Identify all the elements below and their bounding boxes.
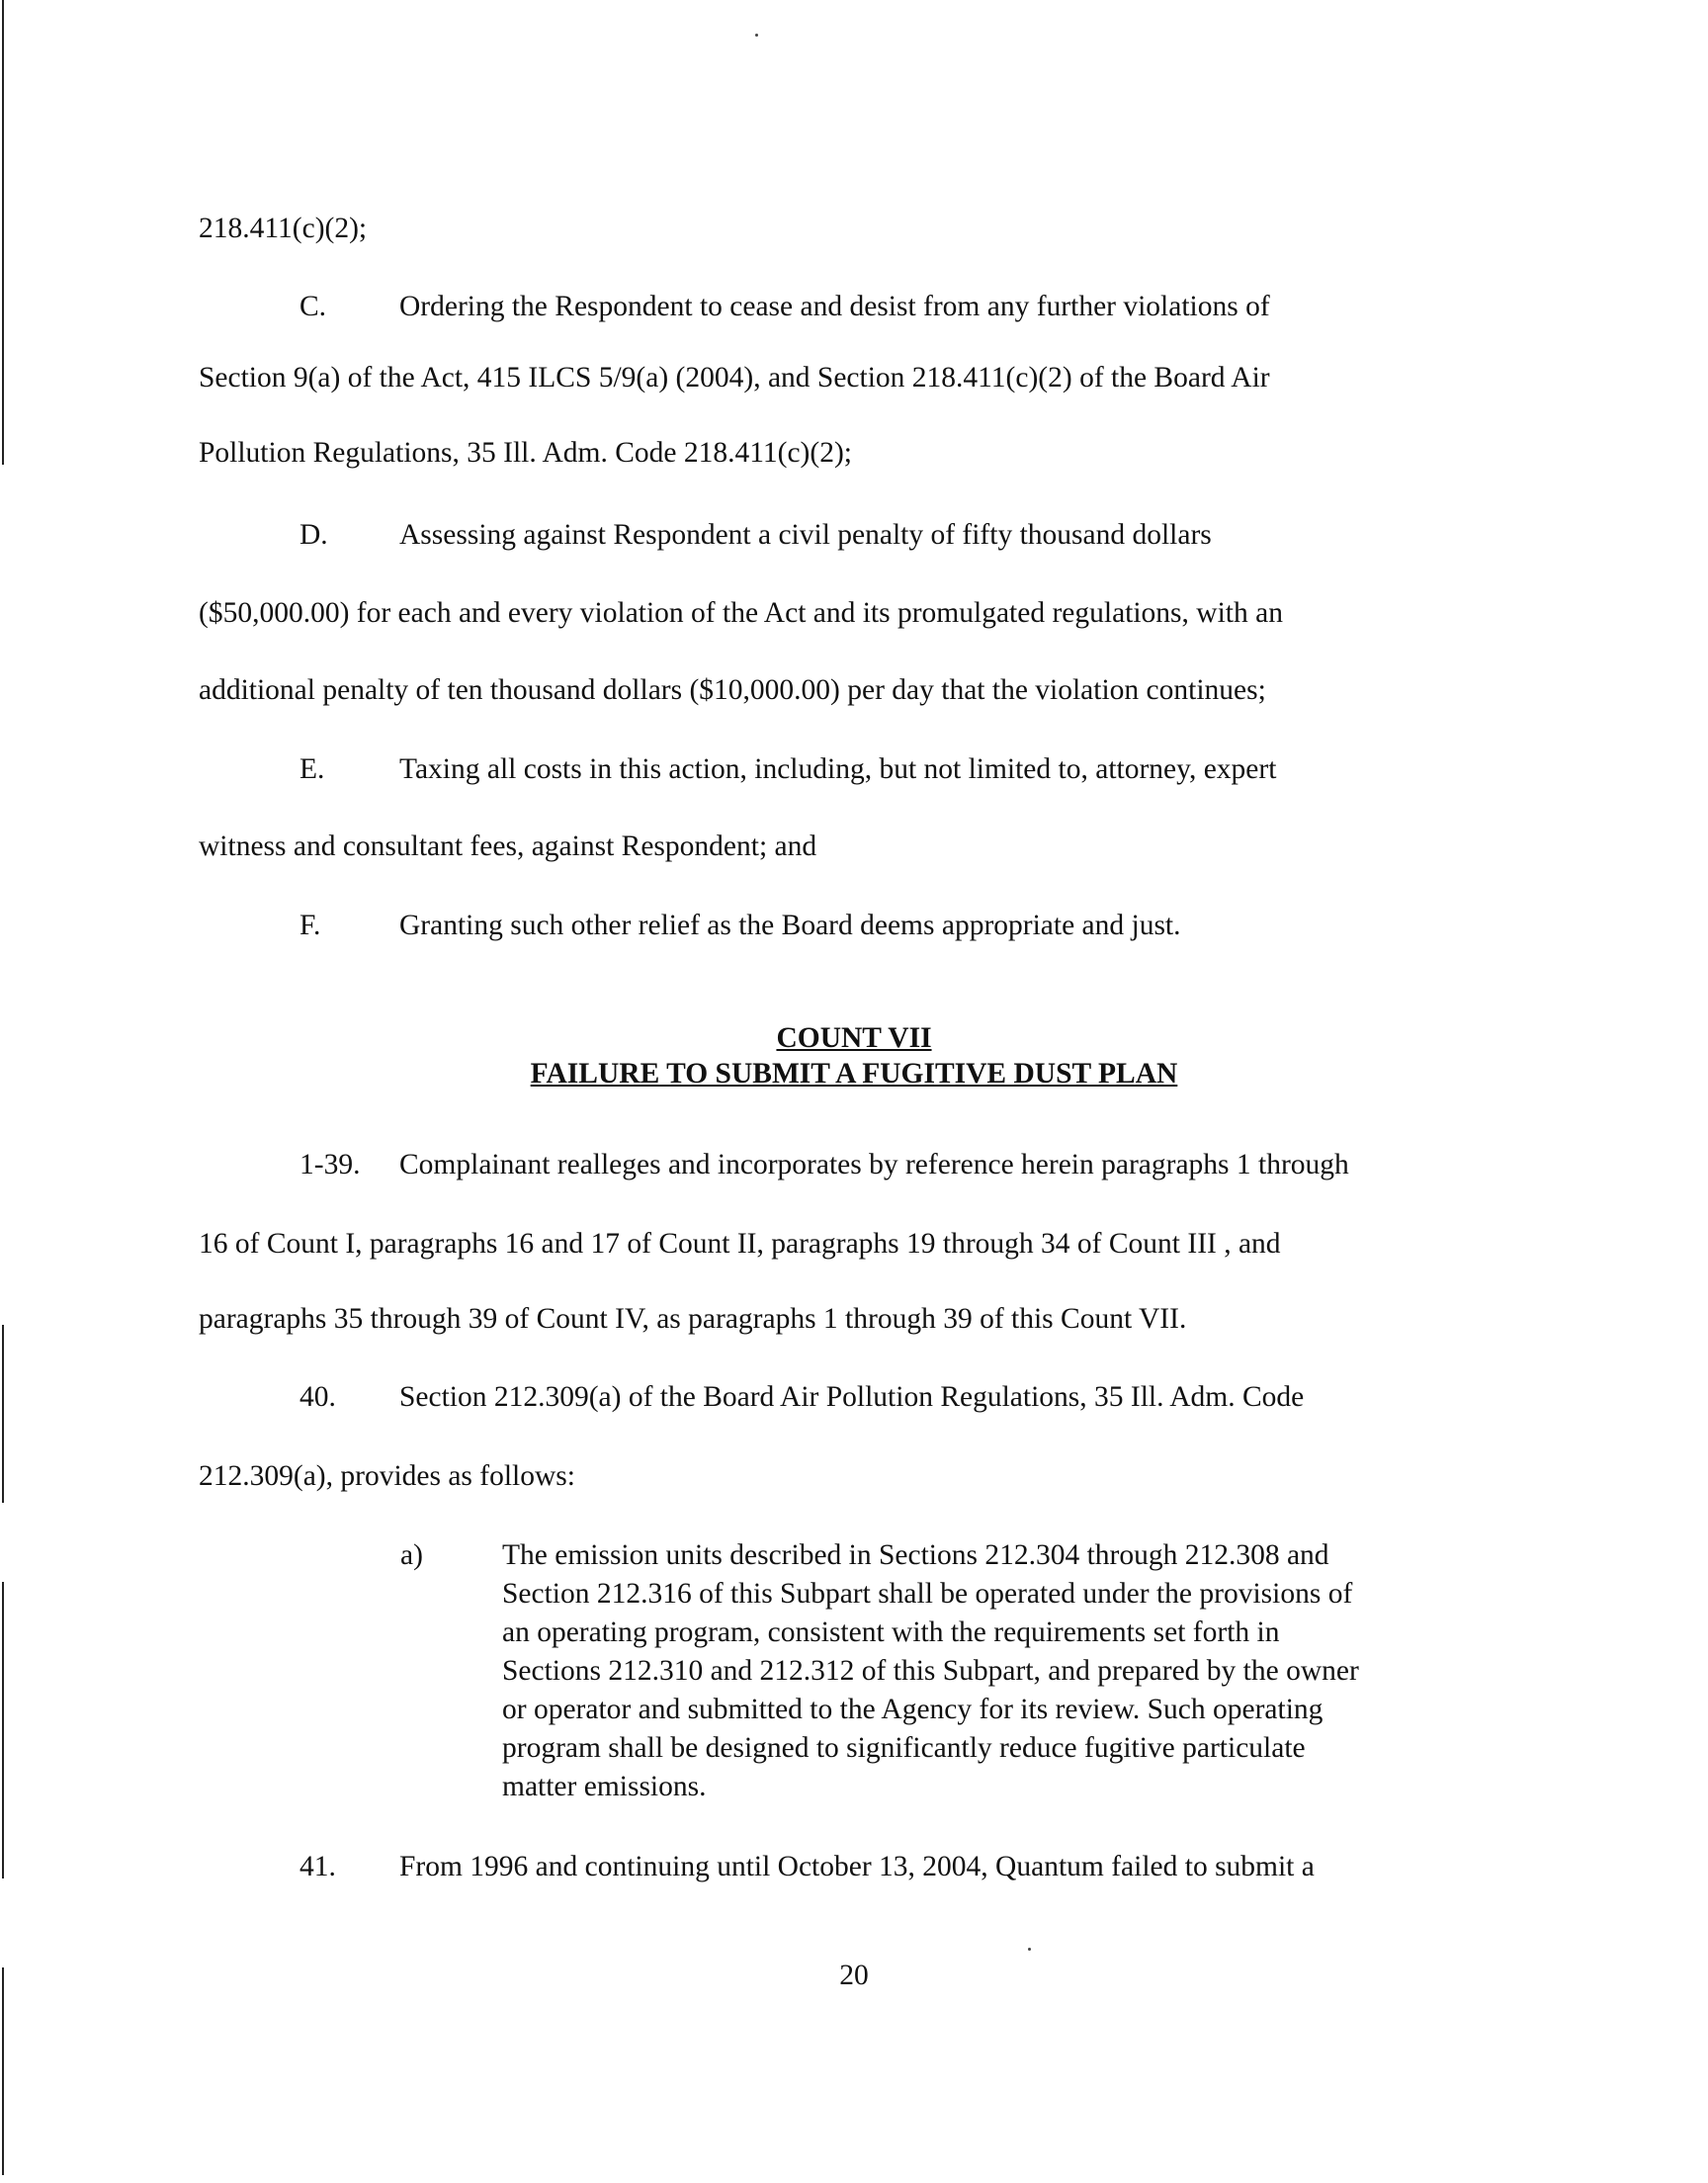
text-line: 218.411(c)(2); — [199, 213, 368, 244]
scan-speck — [1028, 1948, 1031, 1951]
quote-line: Sections 212.310 and 212.312 of this Subpart, and prepared by the owner — [502, 1655, 1359, 1687]
item-label-c: C. — [299, 291, 327, 322]
item-text-f: Granting such other relief as the Board deems appropriate and just. — [399, 910, 1181, 941]
item-label-e: E. — [299, 753, 325, 785]
text-line: Pollution Regulations, 35 Ill. Adm. Code 218.411(c)(2); — [199, 437, 852, 469]
scan-edge-mark — [2, 1325, 4, 1503]
quote-line: an operating program, consistent with the requirements set forth in — [502, 1616, 1280, 1648]
text-line: 212.309(a), provides as follows: — [199, 1460, 575, 1492]
text-line: ($50,000.00) for each and every violation of the Act and its promulgated regulations, with an — [199, 597, 1283, 629]
paragraph-text: From 1996 and continuing until October 13, 2004, Quantum failed to submit a — [399, 1851, 1315, 1882]
scan-edge-mark — [2, 1967, 4, 2175]
text-line: witness and consultant fees, against Respondent; and — [199, 830, 817, 862]
count-heading: COUNT VII — [776, 1022, 932, 1054]
paragraph-label: 40. — [299, 1381, 336, 1413]
page-number: 20 — [839, 1960, 869, 1991]
item-text-e: Taxing all costs in this action, including, but not limited to, attorney, expert — [399, 753, 1277, 785]
text-line: additional penalty of ten thousand dollars ($10,000.00) per day that the violation continues; — [199, 674, 1266, 706]
quote-line: program shall be designed to significantly reduce fugitive particulate — [502, 1732, 1306, 1764]
scan-speck — [755, 34, 758, 37]
scan-edge-mark — [2, 1582, 4, 1878]
paragraph-label: 41. — [299, 1851, 336, 1882]
paragraph-text: Complainant realleges and incorporates by reference herein paragraphs 1 through — [399, 1149, 1349, 1180]
item-label-d: D. — [299, 519, 328, 551]
count-title: FAILURE TO SUBMIT A FUGITIVE DUST PLAN — [530, 1058, 1178, 1090]
quote-line: The emission units described in Sections 212.304 through 212.308 and — [502, 1539, 1329, 1571]
text-line: 16 of Count I, paragraphs 16 and 17 of Count II, paragraphs 19 through 34 of Count III , and — [199, 1228, 1281, 1260]
item-text-c: Ordering the Respondent to cease and desist from any further violations of — [399, 291, 1270, 322]
quote-line: Section 212.316 of this Subpart shall be operated under the provisions of — [502, 1578, 1353, 1610]
paragraph-text: Section 212.309(a) of the Board Air Pollution Regulations, 35 Ill. Adm. Code — [399, 1381, 1305, 1413]
scan-edge-mark — [2, 0, 4, 465]
quote-line: or operator and submitted to the Agency for its review. Such operating — [502, 1694, 1324, 1725]
paragraph-label: 1-39. — [299, 1149, 361, 1180]
item-label-f: F. — [299, 910, 321, 941]
text-line: Section 9(a) of the Act, 415 ILCS 5/9(a) (2004), and Section 218.411(c)(2) of the Board Air — [199, 362, 1270, 393]
text-line: paragraphs 35 through 39 of Count IV, as paragraphs 1 through 39 of this Count VII. — [199, 1303, 1187, 1335]
quote-line: matter emissions. — [502, 1771, 707, 1802]
quote-label: a) — [400, 1539, 423, 1571]
item-text-d: Assessing against Respondent a civil penalty of fifty thousand dollars — [399, 519, 1212, 551]
